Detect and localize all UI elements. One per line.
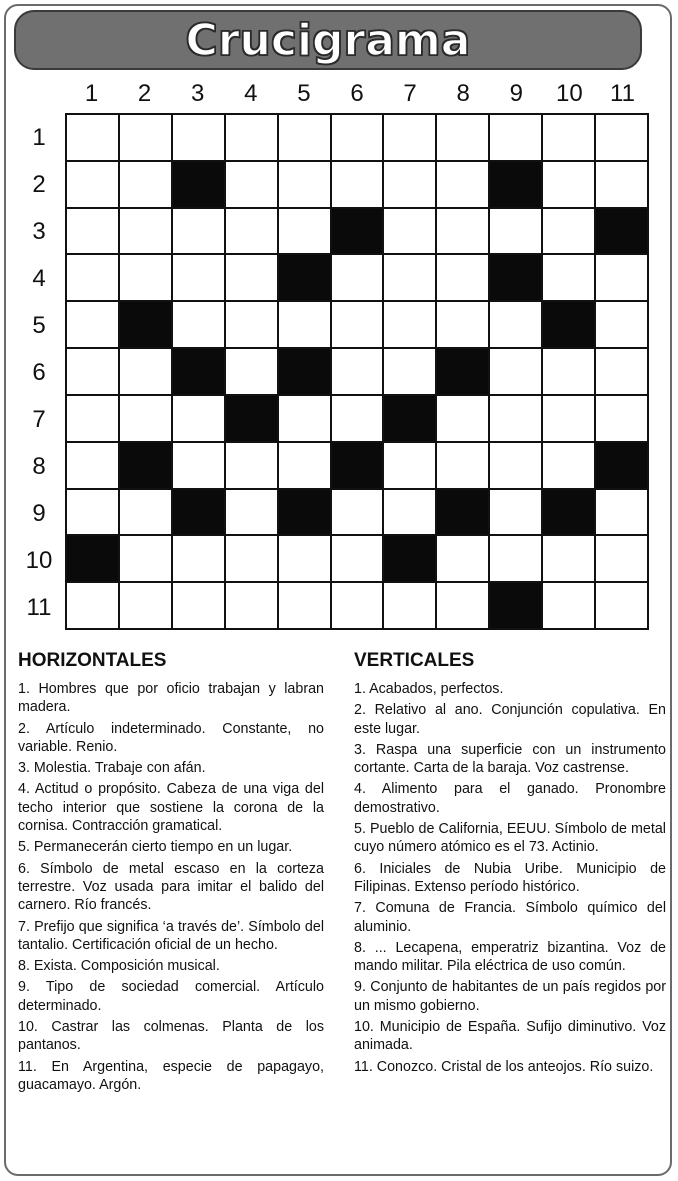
grid-cell[interactable] <box>67 349 118 394</box>
grid-cell[interactable] <box>543 115 594 160</box>
grid-cell[interactable] <box>384 255 435 300</box>
grid-cell[interactable] <box>543 536 594 581</box>
row-number: 11 <box>26 594 52 621</box>
grid-cell[interactable] <box>332 162 383 207</box>
grid-cell[interactable] <box>490 443 541 488</box>
clue-item: 8. Exista. Composición musical. <box>18 958 220 975</box>
grid-cell[interactable] <box>279 115 330 160</box>
grid-cell[interactable] <box>226 255 277 300</box>
grid-cell[interactable] <box>596 115 647 160</box>
grid-cell[interactable] <box>67 396 118 441</box>
grid-cell[interactable] <box>279 302 330 347</box>
grid-cell[interactable] <box>120 255 171 300</box>
grid-cell[interactable] <box>173 115 224 160</box>
black-square <box>490 162 541 207</box>
grid-cell[interactable] <box>332 115 383 160</box>
clue-item: 2. Artículo indeterminado. Constante, no variable. Renio. <box>18 720 324 755</box>
clue-item: 7. Prefijo que significa ‘a través de’. Símbolo del tantalio. Certificación oficial de un hecho. <box>18 918 324 953</box>
grid-cell[interactable] <box>226 115 277 160</box>
grid-cell[interactable] <box>596 162 647 207</box>
grid-cell[interactable] <box>596 302 647 347</box>
grid-cell[interactable] <box>490 349 541 394</box>
column-number: 4 <box>244 80 258 107</box>
grid-cell[interactable] <box>226 443 277 488</box>
black-square <box>437 349 488 394</box>
grid-cell[interactable] <box>596 536 647 581</box>
black-square <box>120 443 171 488</box>
black-square <box>279 349 330 394</box>
clue-item: 8. ... Lecapena, emperatriz bizantina. Voz de mando militar. Pila eléctrica de uso común. <box>354 939 666 975</box>
horizontales-clue-list <box>18 680 324 1097</box>
column-number: 5 <box>297 80 311 107</box>
grid-cell[interactable] <box>67 443 118 488</box>
grid-cell[interactable] <box>596 583 647 628</box>
grid-cell[interactable] <box>279 162 330 207</box>
column-number: 8 <box>456 80 470 107</box>
row-number: 4 <box>32 265 46 292</box>
grid-cell[interactable] <box>279 209 330 254</box>
grid-cell[interactable] <box>384 349 435 394</box>
black-square <box>332 443 383 488</box>
grid-cell[interactable] <box>332 349 383 394</box>
grid-cell[interactable] <box>120 490 171 535</box>
grid-cell[interactable] <box>384 443 435 488</box>
grid-cell[interactable] <box>120 349 171 394</box>
grid-cell[interactable] <box>384 209 435 254</box>
grid-cell[interactable] <box>279 583 330 628</box>
grid-cell[interactable] <box>596 490 647 535</box>
grid-cell[interactable] <box>173 396 224 441</box>
grid-cell[interactable] <box>226 302 277 347</box>
black-square <box>384 536 435 581</box>
column-number: 7 <box>403 80 417 107</box>
grid-cell[interactable] <box>437 255 488 300</box>
grid-cell[interactable] <box>384 583 435 628</box>
grid-cell[interactable] <box>437 583 488 628</box>
grid-cell[interactable] <box>596 396 647 441</box>
row-number: 3 <box>32 218 46 245</box>
grid-cell[interactable] <box>490 209 541 254</box>
row-number: 1 <box>32 124 46 151</box>
clue-item: 4. Actitud o propósito. Cabeza de una viga del techo interior que sostiene la corona de la cornisa. Contracción gramatical. <box>18 781 324 835</box>
clue-item: 4. Alimento para el ganado. Pronombre demostrativo. <box>354 781 666 816</box>
black-square <box>226 396 277 441</box>
verticales-title: VERTICALES <box>354 650 475 671</box>
grid-cell[interactable] <box>173 209 224 254</box>
grid-cell[interactable] <box>226 349 277 394</box>
grid-cell[interactable] <box>279 443 330 488</box>
column-number: 2 <box>137 80 152 107</box>
grid-cell[interactable] <box>490 490 541 535</box>
clue-item: 1. Hombres que por oficio trabajan y labran madera. <box>18 681 324 716</box>
black-square <box>596 443 647 488</box>
horizontales-title: HORIZONTALES <box>18 650 167 671</box>
column-number: 3 <box>191 80 205 107</box>
grid-cell[interactable] <box>279 536 330 581</box>
page-title: Crucigrama <box>185 14 471 66</box>
clue-item: 5. Pueblo de California, EEUU. Símbolo de metal cuyo número atómico es el 73. Actinio. <box>354 821 666 856</box>
grid-cell[interactable] <box>332 536 383 581</box>
grid-cell[interactable] <box>437 396 488 441</box>
clue-item: 7. Comuna de Francia. Símbolo químico del aluminio. <box>354 900 666 935</box>
grid-cell[interactable] <box>437 302 488 347</box>
grid-cell[interactable] <box>490 302 541 347</box>
black-square <box>437 490 488 535</box>
black-square <box>384 396 435 441</box>
grid-cell[interactable] <box>437 209 488 254</box>
black-square <box>596 209 647 254</box>
clue-item: 9. Tipo de sociedad comercial. Artículo determinado. <box>18 979 324 1014</box>
grid-cell[interactable] <box>543 255 594 300</box>
black-square <box>279 255 330 300</box>
crossword-grid <box>65 113 649 630</box>
column-number: 1 <box>84 80 99 107</box>
black-square <box>543 302 594 347</box>
grid-cell[interactable] <box>67 255 118 300</box>
grid-cell[interactable] <box>437 162 488 207</box>
row-number: 5 <box>32 312 46 339</box>
clue-item: 10. Municipio de España. Sufijo diminutivo. Voz animada. <box>354 1019 666 1054</box>
grid-cell[interactable] <box>67 302 118 347</box>
grid-cell[interactable] <box>173 255 224 300</box>
black-square <box>279 490 330 535</box>
black-square <box>332 209 383 254</box>
verticales-clue-list <box>354 680 666 1079</box>
clue-item: 6. Símbolo de metal escaso en la corteza terrestre. Voz usada para imitar el balido del carnero. Río francés. <box>18 860 324 914</box>
grid-cell[interactable] <box>226 536 277 581</box>
grid-cell[interactable] <box>543 443 594 488</box>
grid-cell[interactable] <box>437 536 488 581</box>
clue-item: 11. Conozco. Cristal de los anteojos. Río suizo. <box>354 1058 654 1075</box>
black-square <box>173 349 224 394</box>
row-number: 10 <box>25 547 53 574</box>
clue-item: 2. Relativo al ano. Conjunción copulativa. En este lugar. <box>354 702 666 737</box>
grid-cell[interactable] <box>332 302 383 347</box>
black-square <box>543 490 594 535</box>
grid-cell[interactable] <box>543 209 594 254</box>
grid-cell[interactable] <box>332 255 383 300</box>
grid-cell[interactable] <box>596 349 647 394</box>
grid-cell[interactable] <box>67 162 118 207</box>
row-number: 8 <box>32 453 46 480</box>
grid-cell[interactable] <box>490 115 541 160</box>
grid-cell[interactable] <box>226 490 277 535</box>
column-number: 11 <box>610 80 635 107</box>
grid-cell[interactable] <box>384 115 435 160</box>
grid-cell[interactable] <box>384 302 435 347</box>
black-square <box>173 162 224 207</box>
black-square <box>490 583 541 628</box>
grid-cell[interactable] <box>120 536 171 581</box>
column-number: 6 <box>350 80 364 107</box>
grid-cell[interactable] <box>67 115 118 160</box>
grid-cell[interactable] <box>332 490 383 535</box>
grid-cell[interactable] <box>543 349 594 394</box>
grid-cell[interactable] <box>384 490 435 535</box>
black-square <box>490 255 541 300</box>
grid-cell[interactable] <box>543 396 594 441</box>
clue-item: 1. Acabados, perfectos. <box>354 681 504 697</box>
column-number: 9 <box>509 80 523 107</box>
grid-cell[interactable] <box>120 396 171 441</box>
grid-cell[interactable] <box>226 583 277 628</box>
grid-cell[interactable] <box>226 209 277 254</box>
grid-cell[interactable] <box>173 536 224 581</box>
grid-cell[interactable] <box>67 209 118 254</box>
clue-item: 6. Iniciales de Nubia Uribe. Municipio de Filipinas. Extenso período histórico. <box>354 860 666 895</box>
grid-cell[interactable] <box>67 583 118 628</box>
row-number: 7 <box>32 406 46 433</box>
grid-cell[interactable] <box>279 396 330 441</box>
grid-cell[interactable] <box>120 583 171 628</box>
grid-cell[interactable] <box>332 583 383 628</box>
grid-cell[interactable] <box>437 443 488 488</box>
column-number: 10 <box>556 80 583 107</box>
black-square <box>120 302 171 347</box>
clue-item: 3. Raspa una superficie con un instrumento cortante. Carta de la baraja. Voz castrense. <box>354 741 666 777</box>
grid-cell[interactable] <box>67 490 118 535</box>
clue-item: 5. Permanecerán cierto tiempo en un lugar. <box>18 839 293 856</box>
grid-cell[interactable] <box>173 443 224 488</box>
grid-cell[interactable] <box>120 209 171 254</box>
grid-cell[interactable] <box>173 583 224 628</box>
title-banner <box>14 10 642 70</box>
clue-item: 10. Castrar las colmenas. Planta de los pantanos. <box>18 1019 324 1054</box>
grid-cell[interactable] <box>543 583 594 628</box>
row-number: 6 <box>32 359 46 386</box>
grid-cell[interactable] <box>437 115 488 160</box>
black-square <box>67 536 118 581</box>
grid-cell[interactable] <box>226 162 277 207</box>
grid-cell[interactable] <box>332 396 383 441</box>
grid-cell[interactable] <box>543 162 594 207</box>
grid-cell[interactable] <box>490 396 541 441</box>
row-number: 2 <box>32 171 46 198</box>
clue-item: 3. Molestia. Trabaje con afán. <box>18 760 206 777</box>
row-number: 9 <box>32 500 46 527</box>
grid-cell[interactable] <box>596 255 647 300</box>
grid-cell[interactable] <box>120 115 171 160</box>
black-square <box>173 490 224 535</box>
grid-cell[interactable] <box>490 536 541 581</box>
grid-cell[interactable] <box>120 162 171 207</box>
grid-cell[interactable] <box>173 302 224 347</box>
clue-item: 9. Conjunto de habitantes de un país regidos por un mismo gobierno. <box>354 979 666 1014</box>
grid-cell[interactable] <box>384 162 435 207</box>
clue-item: 11. En Argentina, especie de papagayo, guacamayo. Argón. <box>18 1058 324 1093</box>
